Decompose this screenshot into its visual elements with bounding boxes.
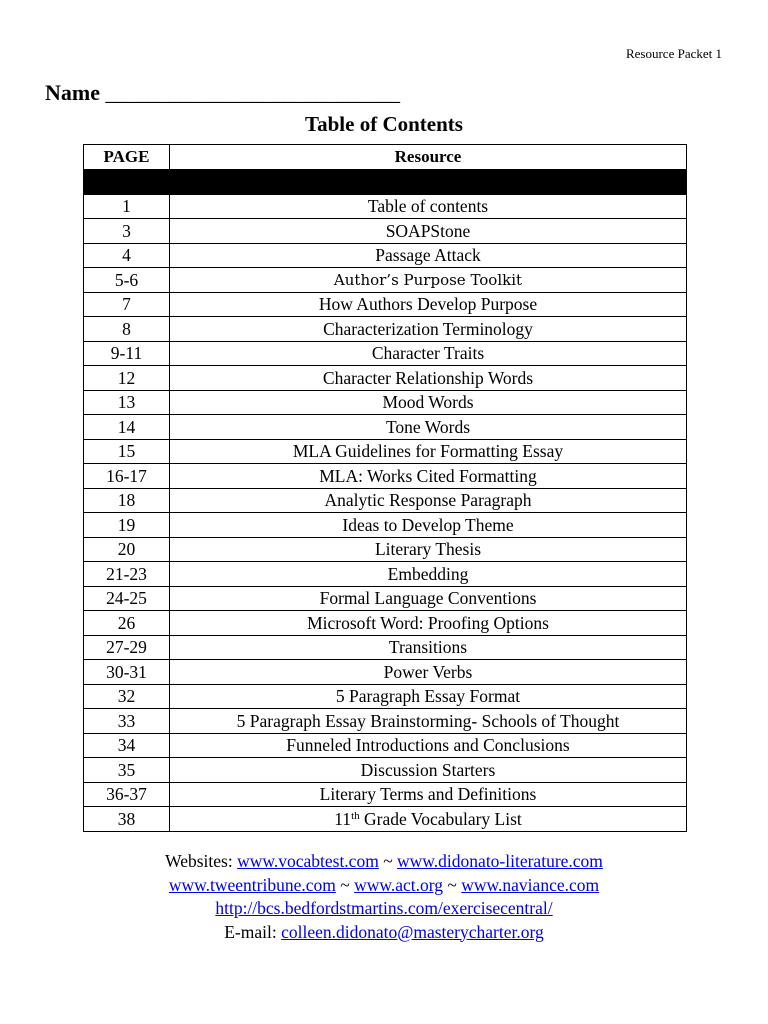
grade-rest-text: Grade Vocabulary List: [359, 808, 522, 829]
header-note: Resource Packet 1: [625, 46, 722, 61]
table-row: [84, 807, 687, 832]
page-cell: 16-17: [84, 464, 170, 489]
link-vocabtest[interactable]: www.vocabtest.com: [237, 851, 379, 871]
page-cell: 15: [84, 439, 170, 464]
table-row: [84, 243, 687, 268]
page-cell: 30-31: [84, 660, 170, 685]
resource-cell: Ideas to Develop Theme: [170, 513, 687, 538]
page-cell: 19: [84, 513, 170, 538]
black-divider-row: [84, 169, 687, 194]
page-cell: 38: [84, 807, 170, 832]
grade-number: 11: [334, 808, 352, 829]
table-row: [84, 366, 687, 391]
link-act[interactable]: www.act.org: [354, 874, 444, 895]
resource-cell: Character Traits: [170, 341, 687, 366]
resource-cell: 5 Paragraph Essay Brainstorming- Schools of Thought: [170, 709, 687, 734]
page-cell: 21-23: [84, 562, 170, 587]
separator: ~: [335, 874, 355, 895]
page-cell: 27-29: [84, 635, 170, 660]
table-row: [84, 586, 687, 611]
links-line-2: [0, 874, 768, 898]
page-cell: 24-25: [84, 586, 170, 611]
resource-cell: Mood Words: [170, 390, 687, 415]
page-cell: 8: [84, 317, 170, 342]
resource-cell: Formal Language Conventions: [170, 586, 687, 611]
table-row: [84, 611, 687, 636]
links-line-4: [0, 921, 768, 945]
links-line-3: [0, 897, 768, 921]
page-cell: 35: [84, 758, 170, 783]
table-row: [84, 292, 687, 317]
table-row: [84, 782, 687, 807]
page-cell: 12: [84, 366, 170, 391]
table-row: [84, 709, 687, 734]
resource-cell: Characterization Terminology: [170, 317, 687, 342]
page-cell: 7: [84, 292, 170, 317]
table-row: [84, 635, 687, 660]
table-row: [84, 415, 687, 440]
resource-cell: MLA Guidelines for Formatting Essay: [170, 439, 687, 464]
resource-cell: Table of contents: [170, 194, 687, 219]
resource-cell: Microsoft Word: Proofing Options: [170, 611, 687, 636]
resource-cell: MLA: Works Cited Formatting: [170, 464, 687, 489]
table-row: [84, 537, 687, 562]
resource-cell: Analytic Response Paragraph: [170, 488, 687, 513]
table-row: [84, 562, 687, 587]
column-header-resource: Resource: [170, 145, 687, 170]
resource-cell: Literary Terms and Definitions: [170, 782, 687, 807]
table-row: [84, 219, 687, 244]
separator: ~: [443, 874, 462, 895]
separator: ~: [378, 851, 398, 871]
resource-cell: Literary Thesis: [170, 537, 687, 562]
resource-cell: Transitions: [170, 635, 687, 660]
link-tweentribune[interactable]: www.tweentribune.com: [168, 874, 336, 895]
page-title: Table of Contents: [305, 112, 463, 136]
page-cell: 3: [84, 219, 170, 244]
name-label: Name: [45, 80, 100, 105]
resource-cell: [170, 807, 687, 832]
resource-cell: How Authors Develop Purpose: [170, 292, 687, 317]
page-cell: 9-11: [84, 341, 170, 366]
websites-label: Websites:: [165, 851, 238, 871]
page-cell: 32: [84, 684, 170, 709]
page-cell: 5-6: [84, 268, 170, 293]
table-row: [84, 439, 687, 464]
resource-cell: Tone Words: [170, 415, 687, 440]
table-row: [84, 194, 687, 219]
table-of-contents: [83, 144, 687, 832]
table-row: [84, 341, 687, 366]
resource-cell: Embedding: [170, 562, 687, 587]
table-row: [84, 268, 687, 293]
resource-cell: SOAPStone: [170, 219, 687, 244]
name-field[interactable]: [45, 80, 399, 106]
page-cell: 33: [84, 709, 170, 734]
page-cell: 13: [84, 390, 170, 415]
page-cell: 14: [84, 415, 170, 440]
links-line-1: [0, 850, 768, 874]
page-cell: 1: [84, 194, 170, 219]
link-didonato-literature[interactable]: www.didonato-literature.com: [397, 851, 603, 871]
page-cell: 18: [84, 488, 170, 513]
ordinal-suffix: th: [351, 809, 360, 822]
page-cell: 34: [84, 733, 170, 758]
resource-cell: 5 Paragraph Essay Format: [170, 684, 687, 709]
black-divider-cell: [170, 169, 687, 194]
table-row: [84, 733, 687, 758]
page-cell: 36-37: [84, 782, 170, 807]
resource-cell: Character Relationship Words: [170, 366, 687, 391]
table-row: [84, 390, 687, 415]
resource-cell: Passage Attack: [170, 243, 687, 268]
table-header-row: [84, 145, 687, 170]
table-row: [84, 684, 687, 709]
page-cell: 4: [84, 243, 170, 268]
page-cell: 26: [84, 611, 170, 636]
resource-cell: Power Verbs: [170, 660, 687, 685]
link-bedfordstmartins[interactable]: http://bcs.bedfordstmartins.com/exercisecentral/: [215, 898, 553, 918]
resource-cell: Funneled Introductions and Conclusions: [170, 733, 687, 758]
table-row: [84, 660, 687, 685]
table-row: [84, 488, 687, 513]
resource-cell: Discussion Starters: [170, 758, 687, 783]
column-header-page: PAGE: [84, 145, 170, 170]
table-row: [84, 513, 687, 538]
links-section: [0, 850, 768, 944]
table-row: [84, 758, 687, 783]
table-row: [84, 464, 687, 489]
name-blank-line[interactable]: ____________________________: [105, 80, 400, 105]
black-divider-cell: [84, 169, 170, 194]
email-link[interactable]: colleen.didonato@masterycharter.org: [281, 921, 544, 942]
email-label: E-mail:: [224, 921, 282, 942]
page-cell: 20: [84, 537, 170, 562]
table-row: [84, 317, 687, 342]
resource-cell: Author’s Purpose Toolkit: [170, 268, 687, 293]
link-naviance[interactable]: www.naviance.com: [461, 874, 600, 895]
